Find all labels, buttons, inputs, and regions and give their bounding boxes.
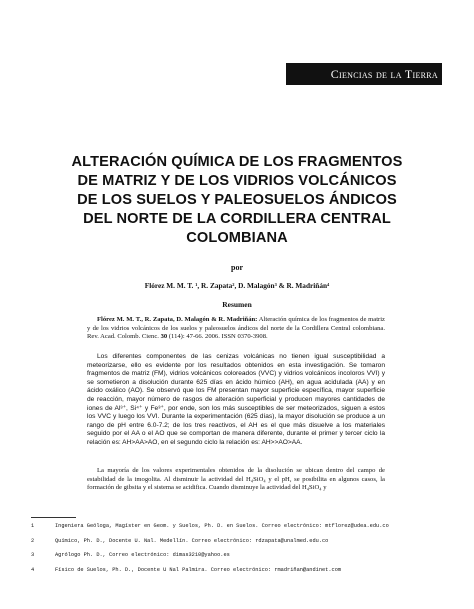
article-title: [40, 153, 434, 248]
body-paragraph: La mayoría de los valores experimentales obtenidos de la disolución se ubican dentro del campo de estabilidad de la imogolita. Al disminuir la actividad del H₄SiO₄ y el pH, se posibilita en algunos casos, la formación de gibsita y el sistema se acidifica. Cuando disminuye la actividad del H₄SiO₄ y: [87, 467, 385, 492]
footnote: [31, 538, 451, 545]
footnote: [31, 523, 451, 530]
footnotes: [31, 523, 451, 581]
author-list: Flórez M. M. T. ¹, R. Zapata², D. Malagón³ & R. Madriñán⁴: [144, 281, 330, 290]
footnote: [31, 552, 451, 559]
citation-volume: 30: [160, 333, 168, 341]
footnote-text: Agrólogo Ph. D., Correo electrónico: dimas3210@yahoo.es: [55, 552, 230, 559]
by-line-label: por: [231, 263, 243, 272]
footnote-number: 2: [31, 537, 35, 544]
title-line: COLOMBIANA: [186, 230, 288, 246]
footnote-divider: [31, 517, 76, 518]
citation-block: [87, 316, 385, 342]
footnote-number: 1: [31, 523, 35, 529]
title-line: DEL NORTE DE LA CORDILLERA CENTRAL: [83, 211, 391, 227]
section-header-bar: [286, 63, 442, 85]
footnote: [31, 567, 451, 574]
footnote-number: 4: [31, 566, 35, 573]
citation-authors: Flórez M. M. T., R. Zapata, D. Malagón & R. Madriñán:: [97, 316, 258, 323]
footnote-number: 3: [31, 552, 35, 559]
abstract-paragraph: Los diferentes componentes de las cenizas volcánicas no tienen igual susceptibilidad a meteorizarse, ello es evidente por los resultados obtenidos en esta investigación. Se tomaron fragmentos de matriz (FM), vidrios volcánicos coloreados (VVC) y vidrios volcánicos incoloros VVI) y se sometieron a disolución durante 625 días en ácido húmico (AH), en agua acidulada (AA) y en ácido oxálico (AO). Se observó que los FM presentan mayor superficie específica, mayor superficie de reacción, mayor número de rasgos de alteración superficial y producen mayores cantidades de iones de Al³⁺, Si⁴⁺ y Fe³⁺, por ende, son los más susceptibles de ser meteorizados, siguen a estos los VVC y luego los VVI. Durante la experimentación (625 días), la mayor disolución se produce a un rango de pH entre 6.0-7.2; de los tres reactivos, el AH es el que más disuelve a los materiales seguido por el AA o el AO que se comportan de manera diferente, durante el primer y tercer ciclo la relación es: AH>AA>AO, en el segundo ciclo la relación es: AH>>AO>AA.: [87, 353, 385, 446]
citation-text: Alteración química de los fragmentos de matriz y de los vidrios volcánicos de los suelos y paleosuelos ándicos del norte de la Cordillera Central colombiana. Rev. Acad. Colomb. Cienc.: [87, 316, 385, 341]
title-line: ALTERACIÓN QUÍMICA DE LOS FRAGMENTOS: [71, 154, 403, 170]
title-line: DE LOS SUELOS Y PALEOSUELOS ÁNDICOS: [77, 192, 397, 208]
footnote-text: Químico, Ph. D., Docente U. Nal. Medellín. Correo electrónico: rdzapata@unalmed.edu.co: [55, 537, 329, 544]
citation-rest: (114): 47-66. 2006. ISSN 0370-3908.: [168, 333, 268, 341]
footnote-text: Físico de Suelos, Ph. D., Docente U Nal Palmira. Correo electrónico: rmadriñan@andinet.com: [55, 566, 342, 573]
abstract-heading: Resumen: [222, 300, 252, 309]
title-line: DE MATRIZ Y DE LOS VIDRIOS VOLCÁNICOS: [77, 173, 397, 189]
footnote-text: Ingeniera Geóloga, Magíster en Geom. y Suelos, Ph. D. en Suelos. Correo electrónico: mtflorez@udea.edu.co: [55, 523, 389, 529]
section-label: Ciencias de la Tierra: [330, 67, 438, 81]
